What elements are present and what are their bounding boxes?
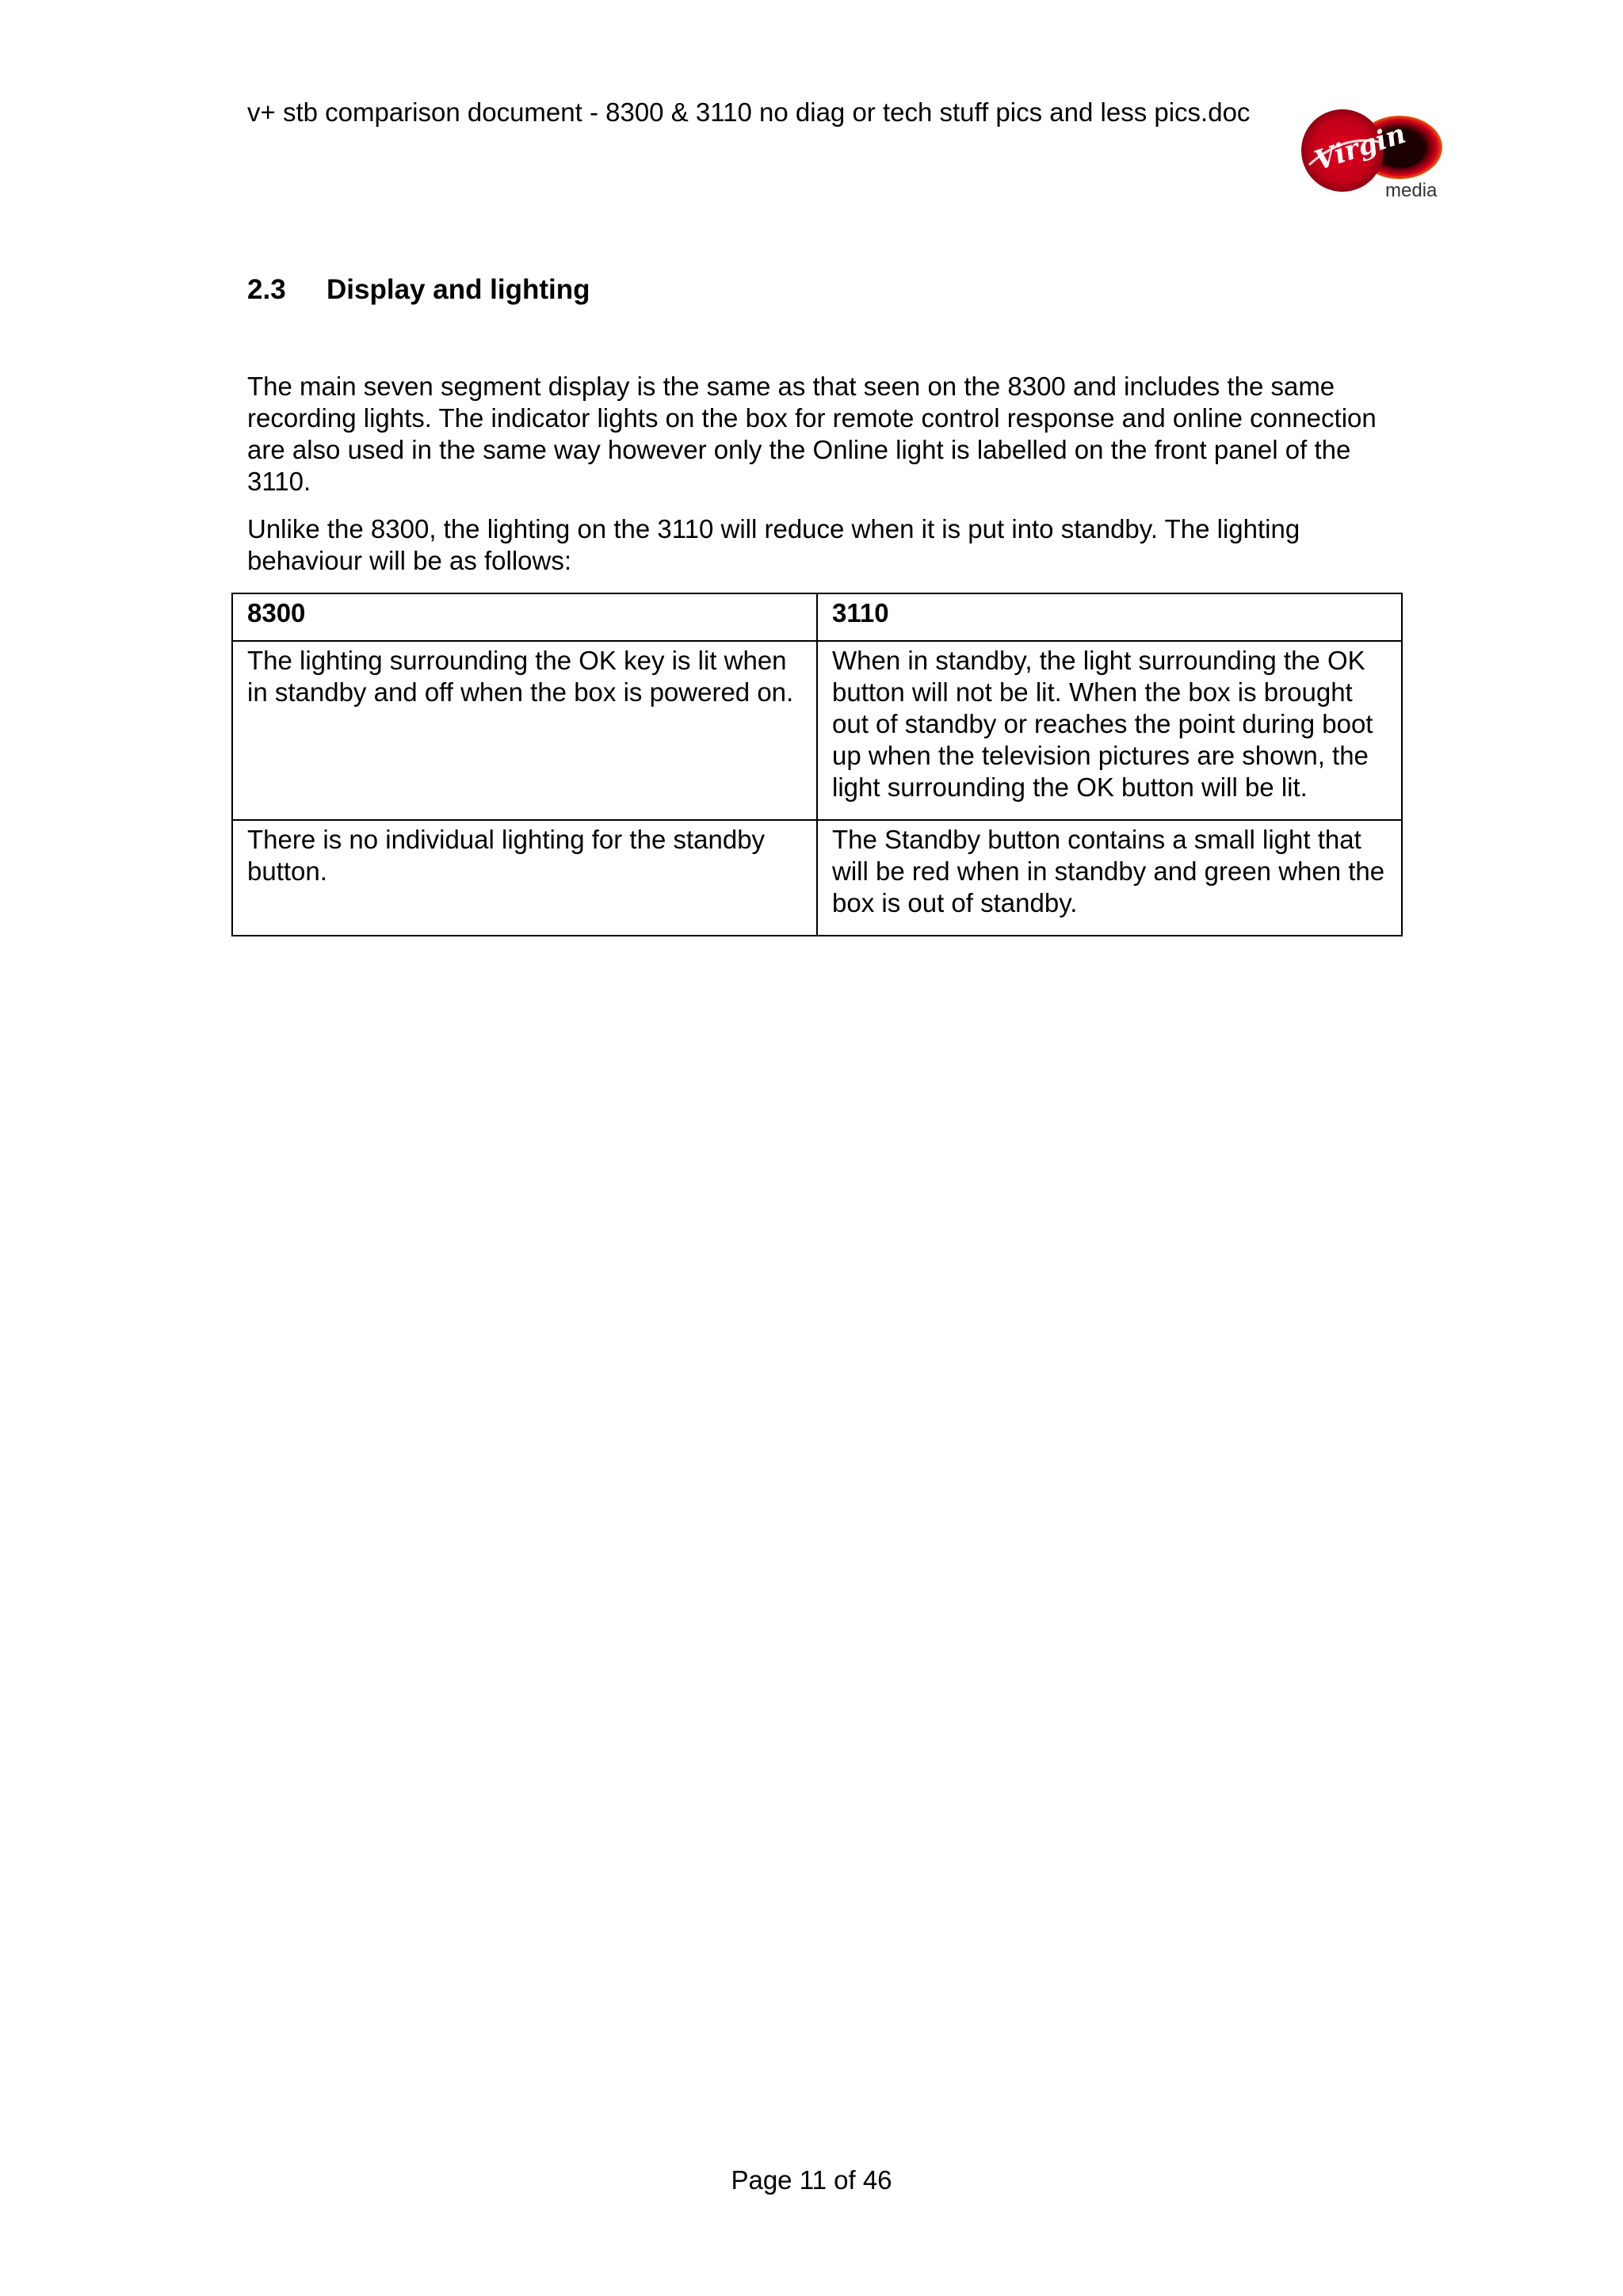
table-cell: The lighting surrounding the OK key is lit when in standby and off when the box is powered on. [232,641,817,820]
table-header-row [232,593,1402,641]
table-cell: There is no individual lighting for the standby button. [232,820,817,936]
section-number: 2.3 [247,274,286,305]
table-row [232,820,1402,936]
page-number-footer: Page 11 of 46 [731,2165,892,2195]
paragraph-lighting-intro: Unlike the 8300, the lighting on the 3110 will reduce when it is put into standby. The lighting behaviour will be as follows: [247,514,1300,575]
paragraph-display-description: The main seven segment display is the same as that seen on the 8300 and includes the same recording lights. The indicator lights on the box for remote control response and online connection are also used in the same way however only the Online light is labelled on the front panel of the 3110. [247,372,1377,496]
section-title: Display and lighting [327,274,590,305]
document-header-title: v+ stb comparison document - 8300 & 3110 no diag or tech stuff pics and less pics.doc [247,97,1251,127]
table-cell: When in standby, the light surrounding the OK button will not be lit. When the box is brought out of standby or reaches the point during boot up when the television pictures are shown, the light surrounding the OK button will be lit. [817,641,1402,820]
column-header-3110: 3110 [817,593,1402,641]
svg-text:Virgin: Virgin [1311,117,1410,177]
table-row [232,641,1402,820]
column-header-8300: 8300 [232,593,817,641]
table-cell: The Standby button contains a small light that will be red when in standby and green when the box is out of standby. [817,820,1402,936]
svg-text:media: media [1385,180,1438,201]
virgin-media-logo-icon [1296,101,1447,203]
section-heading [247,273,590,307]
lighting-comparison-table [231,593,1403,936]
